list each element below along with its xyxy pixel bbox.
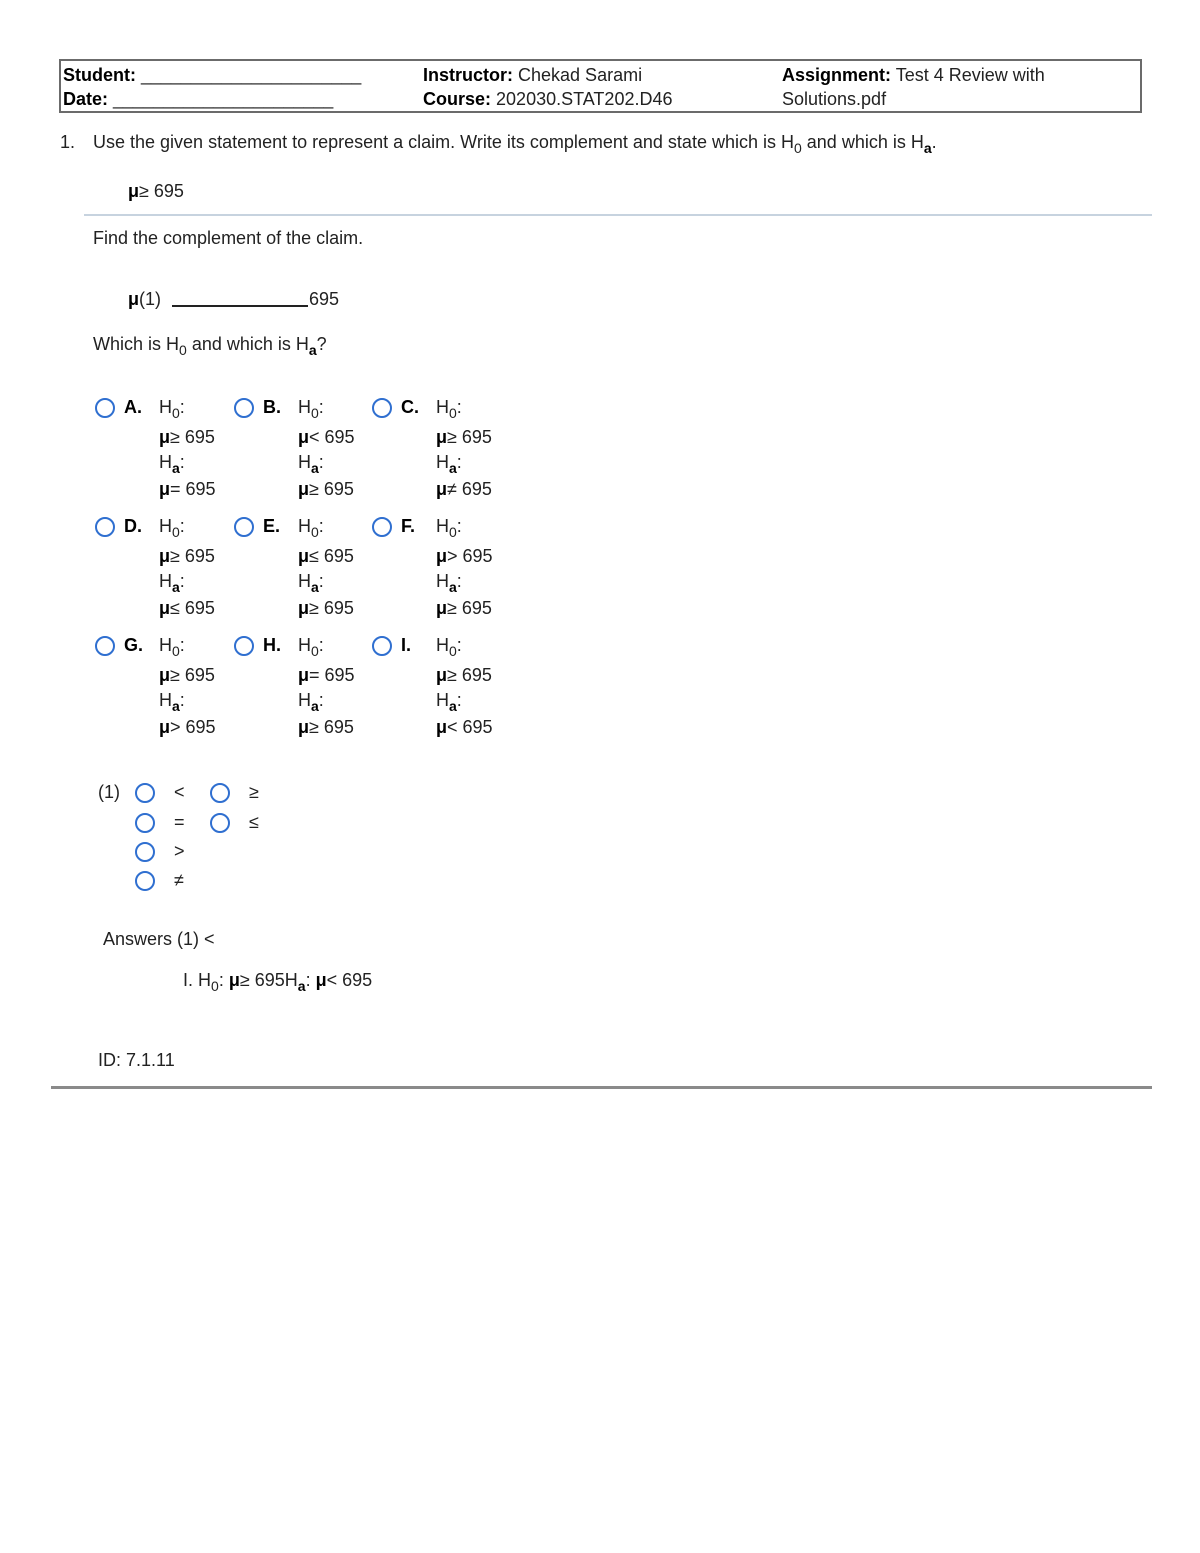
student-field <box>63 63 361 87</box>
option-ha-value: μ≥ 695 <box>298 717 354 737</box>
option-letter: H. <box>263 635 281 655</box>
course-label: Course: <box>423 89 492 109</box>
header-box <box>59 59 1142 113</box>
choice-label: ≠ <box>174 870 184 890</box>
option-h0-label: $H_0$: <box>436 397 462 421</box>
option-ha-label: $H_a$: <box>436 452 462 476</box>
choice-radio[interactable] <box>135 783 155 803</box>
course-field <box>423 87 672 111</box>
option-ha-value: μ≠ 695 <box>436 479 492 499</box>
option-ha-label: $H_a$: <box>159 690 185 714</box>
option-letter: D. <box>124 516 142 536</box>
option-letter: C. <box>401 397 419 417</box>
option-h0-label: $H_0$: <box>159 635 185 659</box>
date-field <box>63 87 333 111</box>
option-h0-label: $H_0$: <box>298 516 324 540</box>
complement-prompt: Find the complement of the claim. <box>93 228 364 248</box>
option-letter: E. <box>263 516 281 536</box>
choice-label: ≤ <box>249 812 259 832</box>
option-ha-label: $H_a$: <box>159 571 185 595</box>
instructor-label: Instructor: <box>423 65 513 85</box>
option-radio[interactable] <box>234 517 254 537</box>
option-ha-label: $H_a$: <box>298 452 324 476</box>
option-radio[interactable] <box>372 517 392 537</box>
option-h0-label: $H_0$: <box>436 635 462 659</box>
option-radio[interactable] <box>234 636 254 656</box>
choice-label: > <box>174 841 185 861</box>
complement-statement: μ(1) <box>128 289 162 309</box>
student-label: Student: <box>63 65 136 85</box>
option-h0-value: μ≥ 695 <box>436 427 492 447</box>
option-radio[interactable] <box>372 398 392 418</box>
option-ha-value: μ≥ 695 <box>298 598 354 618</box>
option-h0-value: μ≤ 695 <box>298 546 354 566</box>
option-ha-label: $H_a$: <box>436 690 462 714</box>
option-letter: A. <box>124 397 142 417</box>
course-value: 202030.STAT202.D46 <box>496 89 673 109</box>
option-ha-value: μ= 695 <box>159 479 216 499</box>
claim-statement: μ≥ 695 <box>128 181 184 201</box>
choice-radio[interactable] <box>210 813 230 833</box>
choice-radio[interactable] <box>135 813 155 833</box>
option-h0-label: $H_0$: <box>436 516 462 540</box>
option-ha-label: $H_a$: <box>298 571 324 595</box>
option-radio[interactable] <box>95 517 115 537</box>
instructor-field <box>423 63 642 87</box>
date-label: Date: <box>63 89 109 109</box>
question-prompt: Use the given statement to represent a claim. Write its complement and state which is $H_0$ and which is $H_a$. <box>93 132 937 156</box>
answer-blank-line <box>172 305 308 307</box>
option-radio[interactable] <box>234 398 254 418</box>
answers-line <box>103 929 215 950</box>
bottom-rule <box>51 1086 1152 1089</box>
option-h0-label: $H_0$: <box>159 397 185 421</box>
option-h0-label: $H_0$: <box>298 397 324 421</box>
option-letter: B. <box>263 397 281 417</box>
assignment-value-line2: Solutions.pdf <box>782 89 887 109</box>
answers-value1: < <box>204 929 215 949</box>
option-h0-value: μ< 695 <box>298 427 355 447</box>
choices-label: (1) <box>98 782 120 802</box>
option-ha-value: μ≥ 695 <box>436 598 492 618</box>
option-ha-value: μ≥ 695 <box>298 479 354 499</box>
option-h0-value: μ≥ 695 <box>159 546 215 566</box>
option-letter: I. <box>401 635 412 655</box>
assignment-label: Assignment: <box>782 65 892 85</box>
choice-radio[interactable] <box>135 871 155 891</box>
question-id: ID: 7.1.11 <box>98 1050 175 1070</box>
option-h0-value: μ≥ 695 <box>159 427 215 447</box>
assignment-value-line1: Test 4 Review with <box>895 65 1045 85</box>
option-ha-label: $H_a$: <box>436 571 462 595</box>
question-number: 1. <box>60 132 76 152</box>
option-ha-label: $H_a$: <box>298 690 324 714</box>
option-letter: F. <box>401 516 416 536</box>
option-radio[interactable] <box>95 636 115 656</box>
option-h0-label: $H_0$: <box>298 635 324 659</box>
answers-choice: I. $H_0$: $\mu\ge 695H_a$: μ< 695 <box>183 970 373 994</box>
option-h0-value: μ≥ 695 <box>436 665 492 685</box>
date-blank: ______________________ <box>113 89 334 109</box>
which-prompt: Which is $H_0$ and which is $H_a$? <box>93 334 327 358</box>
choice-label: ≥ <box>249 782 259 802</box>
option-h0-label: $H_0$: <box>159 516 185 540</box>
answers-label: Answers (1) <box>103 929 200 949</box>
option-letter: G. <box>124 635 144 655</box>
choice-radio[interactable] <box>210 783 230 803</box>
assignment-field <box>782 63 1045 87</box>
choice-label: = <box>174 812 185 832</box>
option-ha-value: μ< 695 <box>436 717 493 737</box>
option-h0-value: μ> 695 <box>436 546 493 566</box>
instructor-value: Chekad Sarami <box>518 65 643 85</box>
option-radio[interactable] <box>95 398 115 418</box>
complement-value: 695 <box>309 289 340 309</box>
section-divider <box>84 214 1152 216</box>
choice-label: < <box>174 782 185 802</box>
student-blank: ______________________ <box>141 65 362 85</box>
option-ha-value: μ≤ 695 <box>159 598 215 618</box>
option-radio[interactable] <box>372 636 392 656</box>
option-ha-label: $H_a$: <box>159 452 185 476</box>
option-h0-value: μ≥ 695 <box>159 665 215 685</box>
option-h0-value: μ= 695 <box>298 665 355 685</box>
option-ha-value: μ> 695 <box>159 717 216 737</box>
choice-radio[interactable] <box>135 842 155 862</box>
